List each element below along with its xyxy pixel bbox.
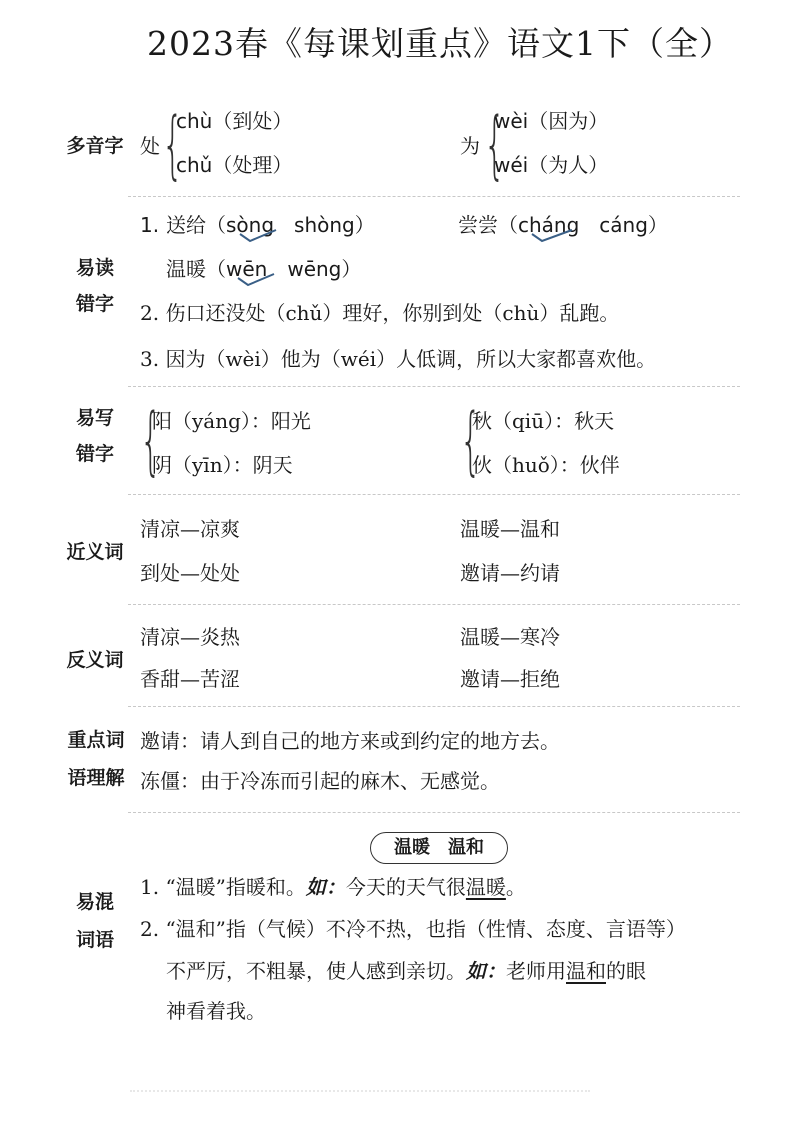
reading: wéi（为人） bbox=[494, 153, 609, 177]
reading: chǔ（处理） bbox=[176, 153, 293, 177]
divider bbox=[128, 812, 740, 813]
section-label: 语理解 bbox=[67, 767, 125, 789]
char-entry: 阴（yīn）：阴天 bbox=[152, 453, 293, 477]
section-label: 易读 bbox=[75, 257, 114, 279]
word-pair: 温暖—寒冷 bbox=[460, 625, 560, 649]
word-pair: 温暖—温和 bbox=[460, 517, 560, 541]
underlined-word: 温和 bbox=[566, 959, 606, 983]
example-marker: 如： bbox=[466, 959, 506, 983]
pinyin-choice: （sòng shòng） bbox=[206, 213, 375, 237]
word: 送给 bbox=[166, 213, 206, 237]
poly-char: 处 bbox=[140, 134, 160, 158]
underlined-word: 温暖 bbox=[465, 875, 506, 899]
text: 今天的天气很 bbox=[345, 875, 466, 899]
pinyin-choice: （cháng cáng） bbox=[498, 213, 668, 237]
item-number: 1. bbox=[140, 213, 160, 237]
explanation-line bbox=[166, 956, 646, 986]
char-entry: 伙（huǒ）：伙伴 bbox=[472, 453, 620, 477]
char-entry: 秋（qiū）：秋天 bbox=[472, 409, 615, 433]
section-label: 近义词 bbox=[66, 541, 124, 563]
check-mark-icon bbox=[238, 228, 278, 244]
brace-icon: { bbox=[162, 102, 184, 188]
section-label: 重点词 bbox=[67, 729, 125, 751]
section-label: 词语 bbox=[75, 929, 114, 951]
definition: 冻僵：由于冷冻而引起的麻木、无感觉。 bbox=[140, 769, 500, 793]
word-pair: 邀请—拒绝 bbox=[460, 667, 560, 691]
word-pair: 邀请—约请 bbox=[460, 561, 560, 585]
explanation-line: 2. “温和”指（气候）不冷不热，也指（性情、态度、言语等） bbox=[140, 917, 686, 941]
char-entry: 阳（yáng）：阳光 bbox=[152, 409, 311, 433]
poly-char: 为 bbox=[460, 134, 480, 158]
text: 1. “温暖”指暖和。 bbox=[140, 875, 306, 899]
sentence: 2. 伤口还没处（chǔ）理好，你别到处（chù）乱跑。 bbox=[140, 301, 620, 325]
divider bbox=[128, 706, 740, 707]
word-pair-badge: 温暖 温和 bbox=[370, 832, 508, 864]
divider bbox=[128, 386, 740, 387]
section-label: 反义词 bbox=[66, 649, 124, 671]
reading: chù（到处） bbox=[176, 109, 293, 133]
sentence: 3. 因为（wèi）他为（wéi）人低调，所以大家都喜欢他。 bbox=[140, 347, 657, 371]
divider bbox=[128, 604, 740, 605]
brace-icon: { bbox=[484, 102, 506, 188]
explanation-line bbox=[140, 872, 526, 902]
pinyin-choice: （wēn wēng） bbox=[206, 257, 362, 281]
section-label: 易写 bbox=[75, 407, 114, 429]
text: 的眼 bbox=[606, 959, 646, 983]
definition: 邀请：请人到自己的地方来或到约定的地方去。 bbox=[140, 729, 560, 753]
word-pair: 清凉—炎热 bbox=[140, 625, 240, 649]
section-label: 多音字 bbox=[66, 135, 124, 157]
brace-icon: { bbox=[460, 398, 482, 484]
divider bbox=[128, 196, 740, 197]
text: 老师用 bbox=[506, 959, 566, 983]
word: 尝尝 bbox=[458, 213, 498, 237]
section-label: 易混 bbox=[75, 891, 114, 913]
brace-icon: { bbox=[140, 398, 162, 484]
bottom-artifact bbox=[130, 1090, 590, 1092]
text: 。 bbox=[505, 875, 526, 899]
word-pair: 到处—处处 bbox=[140, 561, 240, 585]
divider bbox=[128, 494, 740, 495]
check-mark-icon bbox=[236, 272, 276, 288]
word-pair: 香甜—苦涩 bbox=[140, 667, 240, 691]
word: 温暖 bbox=[166, 257, 206, 281]
page-title: 2023春《每课划重点》语文1下（全） bbox=[147, 24, 733, 63]
section-label: 错字 bbox=[75, 293, 114, 315]
check-mark-icon bbox=[530, 228, 574, 244]
reading: wèi（因为） bbox=[494, 109, 609, 133]
example-marker: 如： bbox=[305, 875, 346, 899]
text: 不严厉，不粗暴，使人感到亲切。 bbox=[166, 959, 466, 983]
explanation-line: 神看着我。 bbox=[166, 999, 266, 1023]
section-label: 错字 bbox=[75, 443, 114, 465]
word-pair: 清凉—凉爽 bbox=[140, 517, 240, 541]
